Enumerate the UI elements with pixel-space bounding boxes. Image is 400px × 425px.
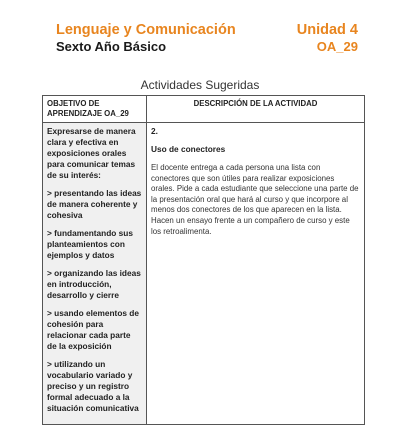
objective-cell	[43, 123, 147, 425]
objective-bullet: > fundamentando sus planteamientos con ejemplos y datos	[47, 228, 133, 260]
objective-column-header: OBJETIVO DE APRENDIZAJE OA_29	[43, 96, 147, 123]
activity-title: Uso de conectores	[151, 144, 226, 154]
activity-description: El docente entrega a cada persona una lista con conectores que son útiles para realizar exposiciones orales. Pide a cada estudiante que seleccione una parte de la presentación oral que hará al curso y que incorpore al menos dos conectores de los que aparecen en la lista. Hacen un ensayo frente a un compañero de curso y este los retroalimenta.	[151, 163, 359, 236]
description-column-header: DESCRIPCIÓN DE LA ACTIVIDAD	[147, 96, 365, 123]
objective-bullet: > presentando las ideas de manera coherente y cohesiva	[47, 188, 142, 220]
subject-title: Lenguaje y Comunicación	[56, 22, 236, 38]
objective-intro: Expresarse de manera clara y efectiva en exposiciones orales para comunicar temas de su interés:	[47, 126, 136, 180]
objective-bullet: > organizando las ideas en introducción, desarrollo y cierre	[47, 268, 141, 300]
objective-bullet: > usando elementos de cohesión para relacionar cada parte de la exposición	[47, 308, 139, 351]
objective-bullet: > utilizando un vocabulario variado y preciso y un registro formal adecuado a la situación comunicativa	[47, 359, 139, 413]
activity-number: 2.	[151, 126, 158, 136]
table-row	[43, 123, 365, 425]
unit-label: Unidad 4	[296, 22, 358, 38]
oa-code: OA_29	[316, 39, 358, 54]
table-header-row	[43, 96, 365, 123]
grade-label: Sexto Año Básico	[56, 39, 167, 54]
description-cell	[147, 123, 365, 425]
activity-table	[42, 95, 365, 425]
section-title: Actividades Sugeridas	[140, 78, 260, 92]
